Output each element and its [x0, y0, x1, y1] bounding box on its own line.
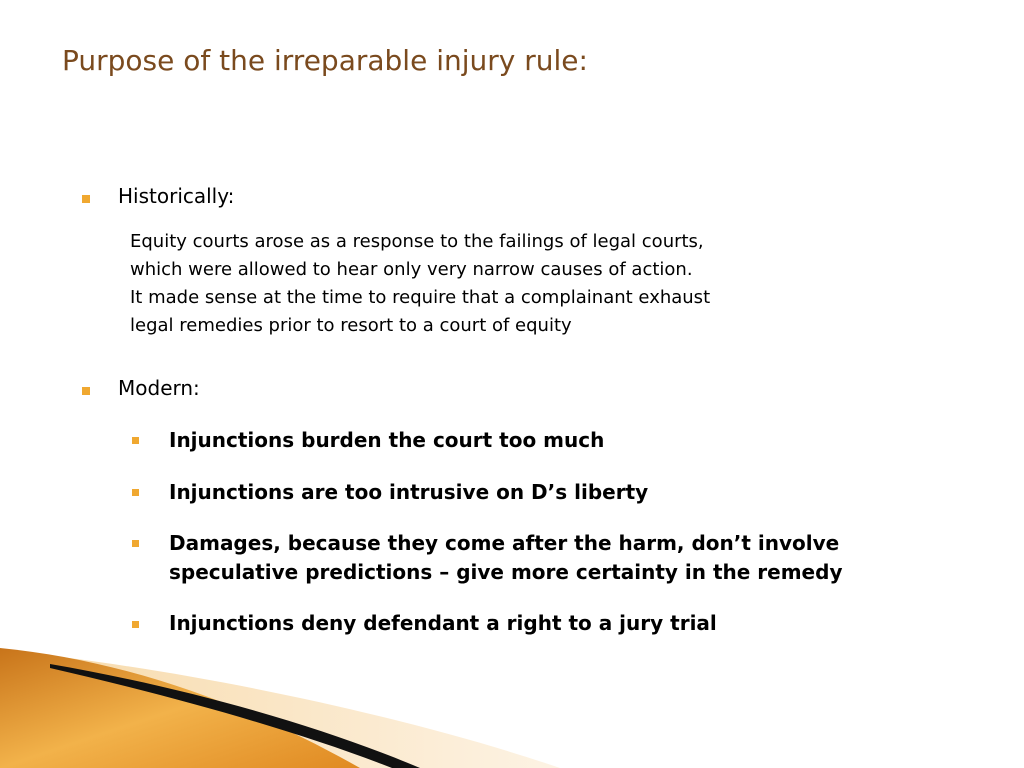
- modern-list-item: [169, 478, 648, 507]
- slide-title: Purpose of the irreparable injury rule:: [62, 44, 588, 77]
- modern-list-item: [169, 609, 717, 638]
- modern-list-item: [169, 529, 842, 587]
- sub-bullet-square-icon: [132, 540, 139, 547]
- sub-bullet-square-icon: [132, 437, 139, 444]
- bullet-square-icon: [82, 387, 90, 395]
- list-item-line: Injunctions burden the court too much: [169, 428, 605, 452]
- list-item-line: Damages, because they come after the harm, don’t involve: [169, 531, 840, 555]
- section-heading-modern: Modern:: [118, 376, 200, 400]
- section-heading-historically: Historically:: [118, 184, 235, 208]
- list-item-line: Injunctions are too intrusive on D’s liberty: [169, 480, 649, 504]
- paragraph-line: which were allowed to hear only very narrow causes of action.: [130, 259, 693, 280]
- sub-bullet-square-icon: [132, 489, 139, 496]
- historical-paragraph: [130, 228, 710, 340]
- modern-list-item: [169, 426, 604, 455]
- sub-bullet-square-icon: [132, 621, 139, 628]
- paragraph-line: legal remedies prior to resort to a court of equity: [130, 315, 572, 336]
- bullet-square-icon: [82, 195, 90, 203]
- paragraph-line: Equity courts arose as a response to the failings of legal courts,: [130, 231, 704, 252]
- paragraph-line: It made sense at the time to require that a complainant exhaust: [130, 287, 711, 308]
- list-item-line: Injunctions deny defendant a right to a jury trial: [169, 611, 717, 635]
- list-item-line: speculative predictions – give more certainty in the remedy: [169, 560, 843, 584]
